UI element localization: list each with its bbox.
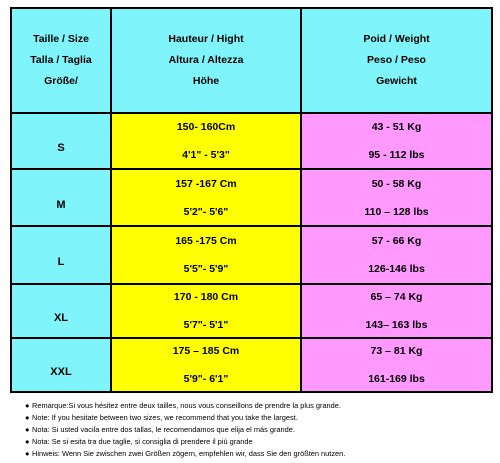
table-row — [11, 169, 492, 226]
height-cell — [111, 226, 301, 284]
weight-lbs: 110 – 128 lbs — [364, 205, 429, 218]
note-item — [25, 412, 492, 424]
size-cell — [11, 284, 111, 338]
height-ft: 5'5"- 5'9" — [183, 263, 229, 275]
note-text: Note: If you hesitate between two sizes, we recommend that you take the largest. — [32, 413, 298, 422]
bullet-icon: ● — [25, 449, 30, 458]
weight-cell — [301, 284, 492, 338]
height-header-line: Höhe — [192, 75, 220, 87]
bullet-icon: ● — [25, 401, 30, 410]
weight-cell — [301, 226, 492, 284]
height-ft: 5'2"- 5'6" — [183, 205, 229, 218]
height-cm: 170 - 180 Cm — [173, 291, 239, 303]
bullet-icon: ● — [25, 437, 30, 446]
size-header-line: Talla / Taglia — [30, 54, 92, 66]
table-row — [11, 113, 492, 169]
size-cell — [11, 113, 111, 169]
height-header-line: Hauteur / Hight — [168, 33, 244, 45]
weight-kg: 43 - 51 Kg — [371, 121, 422, 133]
size-label: S — [57, 142, 65, 154]
height-cm: 150- 160Cm — [176, 121, 236, 133]
height-ft: 4'1" - 5'3" — [182, 149, 230, 161]
weight-kg: 50 - 58 Kg — [371, 177, 422, 190]
weight-lbs: 143– 163 lbs — [365, 319, 428, 331]
note-item — [25, 448, 492, 460]
size-cell — [11, 169, 111, 226]
weight-lbs: 95 - 112 lbs — [368, 149, 425, 161]
header-row — [11, 8, 492, 113]
size-notes-list — [25, 400, 492, 460]
size-cell — [11, 338, 111, 392]
size-chart-table — [10, 7, 493, 393]
height-cell — [111, 169, 301, 226]
height-cm: 175 – 185 Cm — [172, 345, 240, 357]
height-cm: 165 -175 Cm — [175, 235, 237, 247]
weight-header-line: Gewicht — [376, 75, 417, 87]
weight-header-line: Peso / Peso — [367, 54, 426, 66]
size-label: L — [57, 256, 65, 268]
size-header-line: Größe/ — [44, 75, 78, 87]
weight-lbs: 126-146 lbs — [368, 263, 425, 275]
note-item — [25, 436, 492, 448]
table-row — [11, 284, 492, 338]
weight-cell — [301, 113, 492, 169]
height-header-line: Altura / Altezza — [168, 54, 244, 66]
weight-kg: 65 – 74 Kg — [370, 291, 423, 303]
size-header-line: Taille / Size — [33, 33, 89, 45]
size-label: XL — [53, 312, 69, 324]
height-ft: 5'7"- 5'1" — [183, 319, 229, 331]
weight-lbs: 161-169 lbs — [368, 373, 425, 385]
size-column-header — [11, 8, 111, 113]
height-ft: 5'9"- 6'1" — [183, 373, 229, 385]
height-column-header — [111, 8, 301, 113]
height-cell — [111, 338, 301, 392]
height-cell — [111, 284, 301, 338]
weight-kg: 57 - 66 Kg — [371, 235, 422, 247]
note-text: Nota: Se si esita tra due taglie, si consiglia di prendere il più grande — [32, 437, 253, 446]
weight-header-line: Poid / Weight — [363, 33, 430, 45]
note-text: Remarque:Si vous hésitez entre deux tailles, nous vous conseillons de prendre la plus grande. — [32, 401, 341, 410]
weight-kg: 73 – 81 Kg — [370, 345, 423, 357]
note-text: Nota: Si usted vacila entre dos tallas, le recomendamos que elija el más grande. — [32, 425, 295, 434]
size-cell — [11, 226, 111, 284]
weight-cell — [301, 169, 492, 226]
bullet-icon: ● — [25, 425, 30, 434]
size-label: M — [56, 198, 66, 211]
size-label: XXL — [50, 366, 72, 378]
height-cm: 157 -167 Cm — [175, 177, 237, 190]
table-row — [11, 226, 492, 284]
note-text: Hinweis: Wenn Sie zwischen zwei Größen zögern, empfehlen wir, dass Sie den größten nutzen. — [32, 449, 346, 458]
note-item — [25, 400, 492, 412]
weight-column-header — [301, 8, 492, 113]
weight-cell — [301, 338, 492, 392]
bullet-icon: ● — [25, 413, 30, 422]
table-row — [11, 338, 492, 392]
note-item — [25, 424, 492, 436]
height-cell — [111, 113, 301, 169]
